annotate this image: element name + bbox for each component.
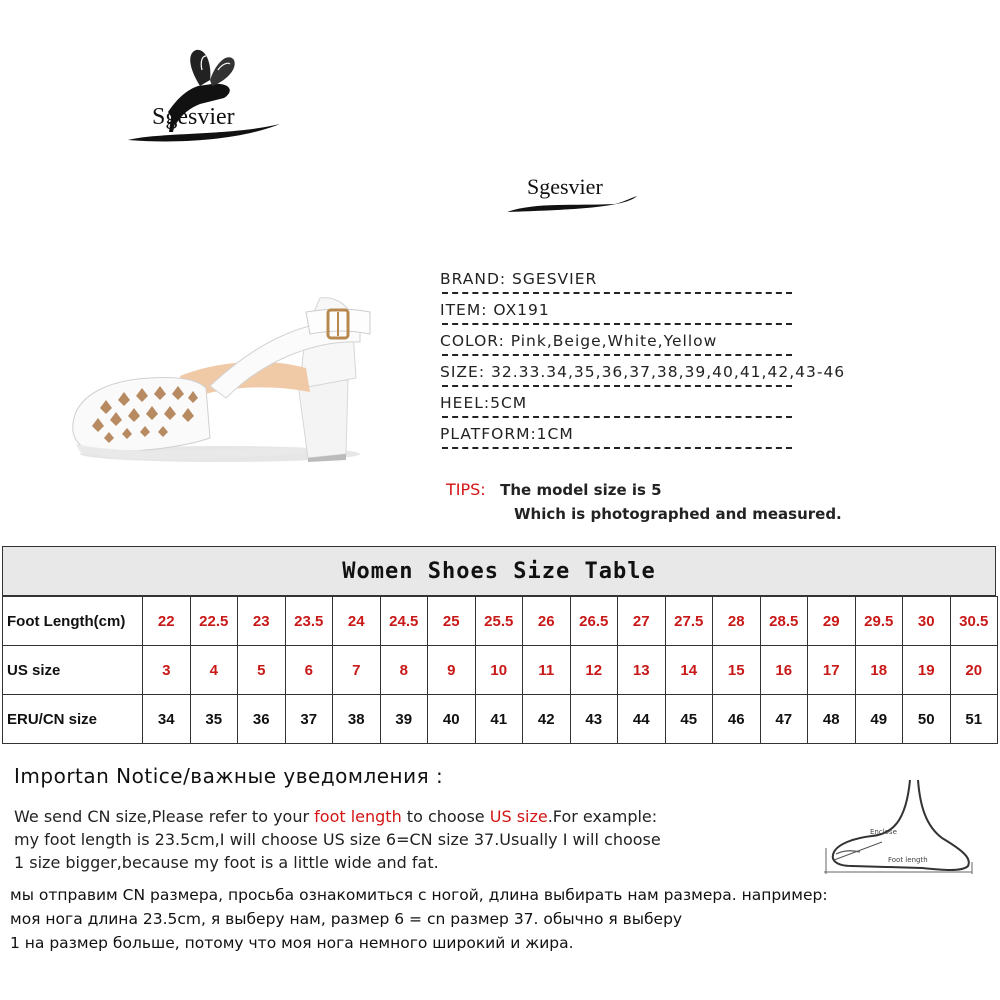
notice-ru-line2: моя нога длина 23.5cm, я выберу нам, размер 6 = cn размер 37. обычно я выберу [10, 910, 683, 928]
size-table-grid [2, 596, 998, 744]
size-table-row [3, 597, 998, 646]
size-table-cell: 50 [903, 695, 951, 744]
size-table-cell: 28 [713, 597, 761, 646]
size-table-cell: 42 [523, 695, 571, 744]
notice-highlight-foot-length: foot length [314, 807, 402, 826]
size-table-cell: 23 [238, 597, 286, 646]
high-heel-butterfly-icon [120, 40, 290, 160]
size-table-cell: 27.5 [665, 597, 713, 646]
notice-text: We send CN size,Please refer to your [14, 807, 315, 826]
size-table-cell: 12 [570, 646, 618, 695]
notice-en-line1 [14, 805, 657, 828]
size-table-cell: 25 [428, 597, 476, 646]
size-table-cell: 15 [713, 646, 761, 695]
size-table-cell: 10 [475, 646, 523, 695]
tips-line1: The model size is 5 [500, 481, 662, 499]
size-table-cell: 47 [760, 695, 808, 744]
brand-logo-center-text: Sgesvier [527, 174, 603, 199]
notice-highlight-us-size: US size [489, 807, 548, 826]
size-table-cell: 43 [570, 695, 618, 744]
size-table-cell: 23.5 [285, 597, 333, 646]
brand-logo-top-text: Sgesvier [152, 104, 235, 130]
size-table-cell: 9 [428, 646, 476, 695]
size-table-cell: 13 [618, 646, 666, 695]
spec-heel: HEEL:5CM [440, 394, 528, 412]
size-table-cell: 35 [190, 695, 238, 744]
size-table-cell: 27 [618, 597, 666, 646]
foot-length-label: Foot length [888, 856, 928, 864]
size-table-cell: 46 [713, 695, 761, 744]
size-table-cell: 51 [950, 695, 998, 744]
size-table-cell: 8 [380, 646, 428, 695]
size-table-cell: 5 [238, 646, 286, 695]
spec-divider [442, 292, 792, 294]
size-table-title: Women Shoes Size Table [2, 546, 996, 596]
size-table-cell: 22.5 [190, 597, 238, 646]
size-table-cell: 14 [665, 646, 713, 695]
size-table-cell: 29.5 [855, 597, 903, 646]
spec-item: ITEM: OX191 [440, 301, 550, 319]
size-table-cell: 39 [380, 695, 428, 744]
size-table-cell: 28.5 [760, 597, 808, 646]
product-image [70, 268, 390, 468]
size-table-cell: 49 [855, 695, 903, 744]
size-table-cell: 37 [285, 695, 333, 744]
brand-logo-top [120, 40, 290, 160]
notice-en-line2: my foot length is 23.5cm,I will choose US size 6=CN size 37.Usually I will choose [14, 830, 661, 849]
size-table-cell: 29 [808, 597, 856, 646]
notice-title: Importan Notice/важные уведомления : [14, 764, 444, 788]
size-table-cell: 16 [760, 646, 808, 695]
size-table-cell: 34 [143, 695, 191, 744]
size-table-cell: 36 [238, 695, 286, 744]
notice-en-line3: 1 size bigger,because my foot is a little wide and fat. [14, 853, 439, 872]
size-table-row [3, 695, 998, 744]
size-table-cell: 3 [143, 646, 191, 695]
size-table-cell: 17 [808, 646, 856, 695]
spec-color: COLOR: Pink,Beige,White,Yellow [440, 332, 718, 350]
size-table-cell: 30 [903, 597, 951, 646]
foot-measure-diagram [822, 776, 987, 876]
size-table-cell: 24 [333, 597, 381, 646]
size-table-cell: 48 [808, 695, 856, 744]
size-table-cell: 6 [285, 646, 333, 695]
tips [446, 480, 662, 500]
size-table-cell: 20 [950, 646, 998, 695]
size-table-cell: 24.5 [380, 597, 428, 646]
foot-enclose-label: Enclose [870, 828, 897, 836]
tips-line2: Which is photographed and measured. [514, 505, 842, 523]
size-table-cell: 26.5 [570, 597, 618, 646]
spec-divider [442, 323, 792, 325]
notice-text: .For example: [547, 807, 658, 826]
white-sandal-image [70, 268, 390, 468]
size-table-cell: 11 [523, 646, 571, 695]
spec-platform: PLATFORM:1CM [440, 425, 574, 443]
size-table-cell: 38 [333, 695, 381, 744]
size-table-row [3, 646, 998, 695]
spec-divider [442, 447, 792, 449]
size-table-cell: 18 [855, 646, 903, 695]
spec-divider [442, 354, 792, 356]
size-table-cell: 30.5 [950, 597, 998, 646]
size-table-cell: 19 [903, 646, 951, 695]
spec-divider [442, 416, 792, 418]
size-table-row-label: ERU/CN size [3, 695, 143, 744]
notice-text: to choose [401, 807, 490, 826]
size-table-cell: 26 [523, 597, 571, 646]
notice-ru-line1: мы отправим CN размера, просьба ознакомиться с ногой, длина выбирать нам размера. например: [10, 886, 828, 904]
size-table-cell: 4 [190, 646, 238, 695]
size-table-cell: 25.5 [475, 597, 523, 646]
size-table-cell: 44 [618, 695, 666, 744]
size-table-cell: 40 [428, 695, 476, 744]
size-table-row-label: Foot Length(cm) [3, 597, 143, 646]
size-table-cell: 41 [475, 695, 523, 744]
size-table [2, 546, 998, 746]
size-table-cell: 7 [333, 646, 381, 695]
notice-ru-line3: 1 на размер больше, потому что моя нога немного широкий и жира. [10, 934, 574, 952]
spec-brand: BRAND: SGESVIER [440, 270, 598, 288]
spec-divider [442, 385, 792, 387]
spec-size: SIZE: 32.33.34,35,36,37,38,39,40,41,42,43-46 [440, 363, 846, 381]
swoosh-icon [505, 192, 640, 216]
size-table-cell: 22 [143, 597, 191, 646]
size-table-cell: 45 [665, 695, 713, 744]
size-table-row-label: US size [3, 646, 143, 695]
tips-label: TIPS: [446, 480, 486, 499]
brand-logo-center [505, 170, 640, 220]
